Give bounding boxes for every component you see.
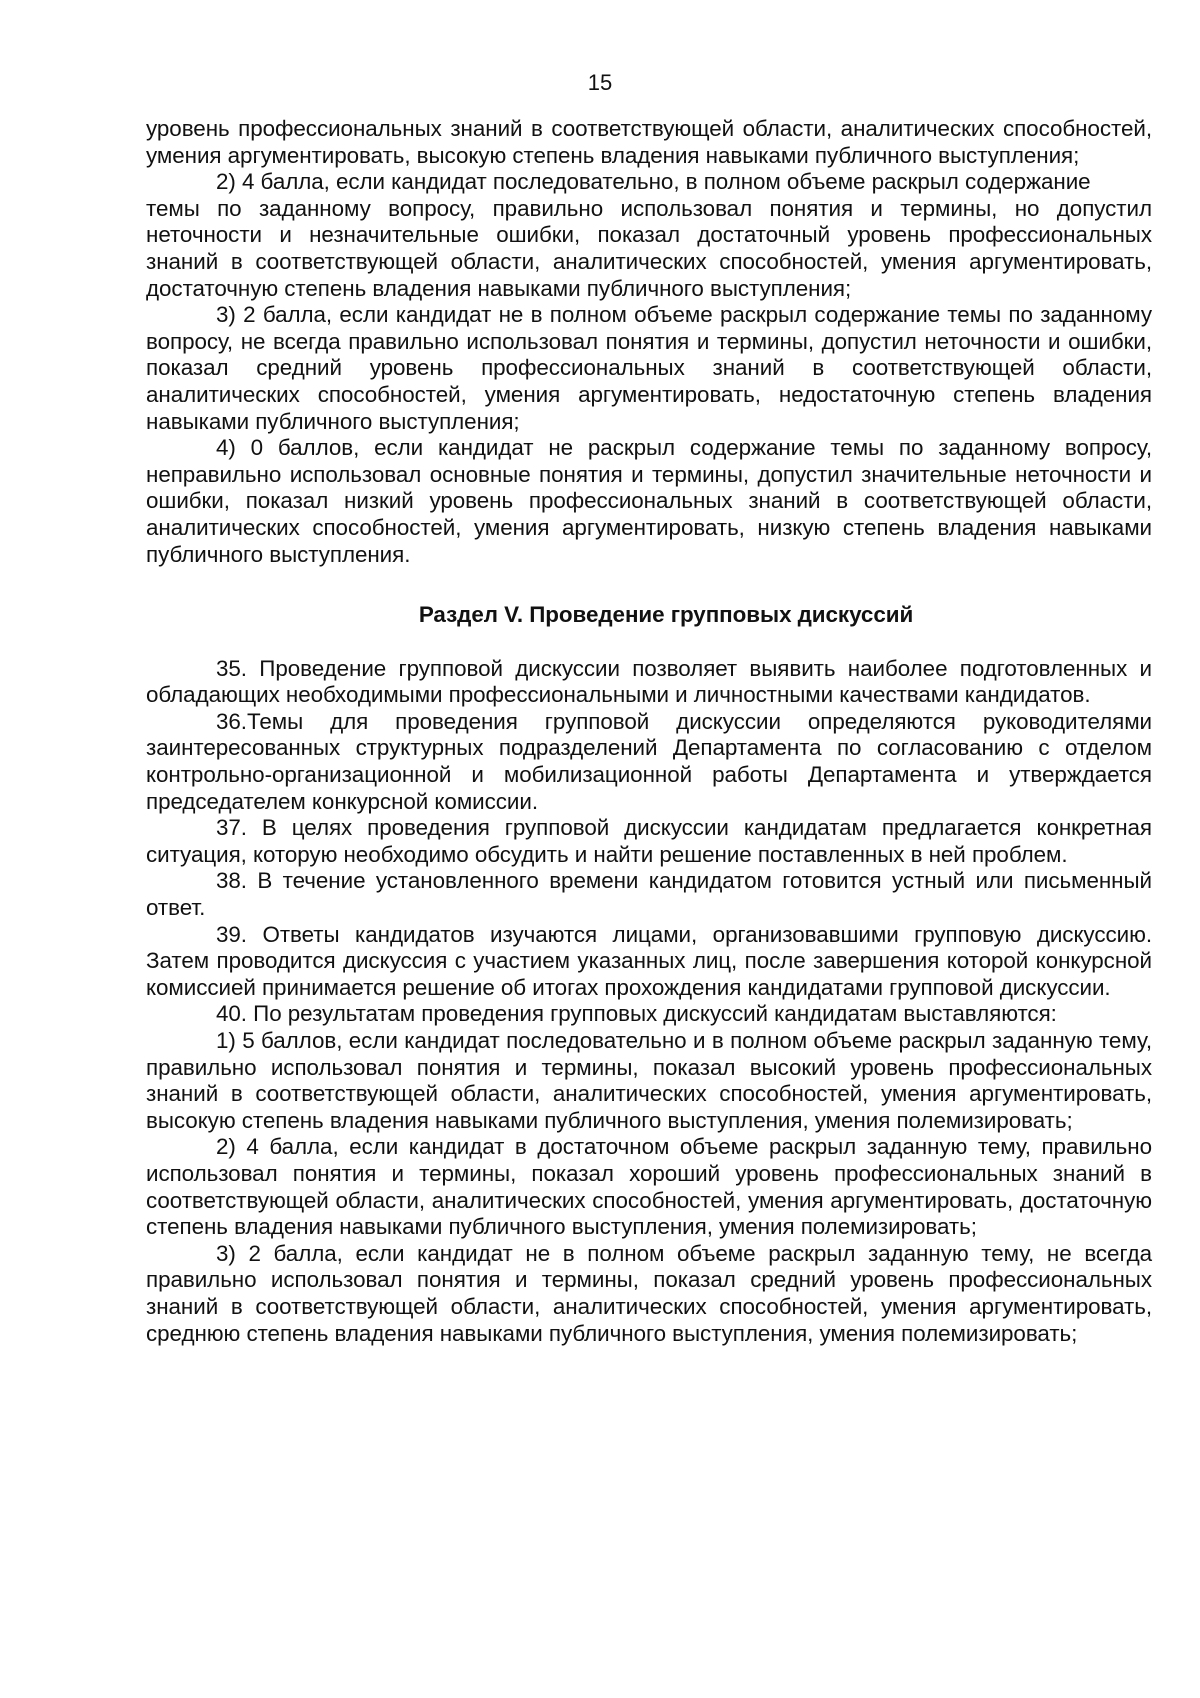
paragraph-score-4-start: 2) 4 балла, если кандидат последовательно, в полном объеме раскрыл содержание xyxy=(216,169,1091,195)
section-heading: Раздел V. Проведение групповых дискуссий xyxy=(418,602,914,628)
document-body xyxy=(146,116,1152,1347)
paragraph-score-2: 3) 2 балла, если кандидат не в полном объеме раскрыл содержание темы по заданному вопросу, не всегда правильно использовал понятия и термины, допустил неточности и ошибки, показал средний уровень профессиональных знаний в соответствующей области, аналитических способностей, умения аргументировать, недостаточную степень владения навыками публичного выступления; xyxy=(146,302,1152,434)
paragraph-score-4-continued: темы по заданному вопросу, правильно использовал понятия и термины, но допустил неточности и незначительные ошибки, показал достаточный уровень профессиональных знаний в соответствующей области, аналитических способностей, умения аргументировать, достаточную степень владения навыками публичного выступления; xyxy=(146,195,1152,301)
page-number: 15 xyxy=(587,70,613,95)
paragraph-40-score-5: 1) 5 баллов, если кандидат последовательно и в полном объеме раскрыл заданную тему, правильно использовал понятия и термины, показал высокий уровень профессиональных знаний в соответствующей области, аналитических способностей, умения аргументировать, высокую степень владения навыками публичного выступления, умения полемизировать; xyxy=(146,1028,1152,1133)
paragraph-40-score-4: 2) 4 балла, если кандидат в достаточном объеме раскрыл заданную тему, правильно использовал понятия и термины, показал хороший уровень профессиональных знаний в соответствующей области, аналитических способностей, умения аргументировать, достаточную степень владения навыками публичного выступления, умения полемизировать; xyxy=(146,1134,1152,1240)
paragraph-38: 38. В течение установленного времени кандидатом готовится устный или письменный ответ. xyxy=(146,868,1152,921)
paragraph-40-score-2: 3) 2 балла, если кандидат не в полном объеме раскрыл заданную тему, не всегда правильно использовал понятия и термины, показал средний уровень профессиональных знаний в соответствующей области, аналитических способностей, умения аргументировать, среднюю степень владения навыками публичного выступления, умения полемизировать; xyxy=(146,1240,1152,1346)
paragraph-35: 35. Проведение групповой дискуссии позволяет выявить наиболее подготовленных и обладающих необходимыми профессиональными и личностными качествами кандидатов. xyxy=(146,655,1152,708)
paragraph-40: 40. По результатам проведения групповых дискуссий кандидатам выставляются: xyxy=(216,1001,1057,1027)
paragraph-continuation: уровень профессиональных знаний в соответствующей области, аналитических способностей, умения аргументировать, высокую степень владения навыками публичного выступления; xyxy=(146,116,1152,168)
paragraph-39: 39. Ответы кандидатов изучаются лицами, организовавшими групповую дискуссию. Затем проводится дискуссия с участием указанных лиц, после завершения которой конкурсной комиссией принимается решение об итогах прохождения кандидатами групповой дискуссии. xyxy=(146,921,1152,1000)
paragraph-37: 37. В целях проведения групповой дискуссии кандидатам предлагается конкретная ситуация, которую необходимо обсудить и найти решение поставленных в ней проблем. xyxy=(146,815,1152,867)
paragraph-36: 36.Темы для проведения групповой дискуссии определяются руководителями заинтересованных структурных подразделений Департамента по согласованию с отделом контрольно-организационной и мобилизационной работы Департамента и утверждается председателем конкурсной комиссии. xyxy=(146,708,1152,814)
paragraph-score-0: 4) 0 баллов, если кандидат не раскрыл содержание темы по заданному вопросу, неправильно использовал основные понятия и термины, допустил значительные неточности и ошибки, показал низкий уровень профессиональных знаний в соответствующей области, аналитических способностей, умения аргументировать, низкую степень владения навыками публичного выступления. xyxy=(146,435,1152,567)
